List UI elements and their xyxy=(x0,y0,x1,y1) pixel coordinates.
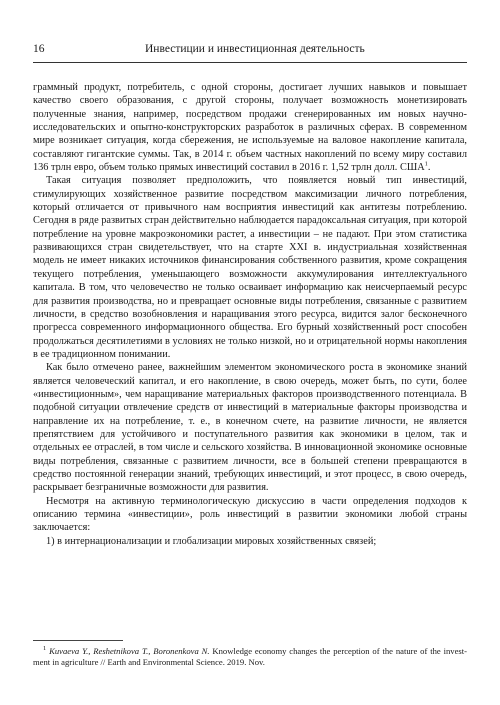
page-number: 16 xyxy=(33,43,45,55)
paragraph-4: Несмотря на активную терминологическую дискуссию в части определения подходов к описанию термина «инвестиции», роль инвестиций в развитии экономики любой страны заключается: xyxy=(33,495,467,534)
footnote-authors: Kuvaeva Y., Reshetnikova T., Boronenkova N. xyxy=(49,646,210,656)
paragraph-1: граммный продукт, потребитель, с одной стороны, достигает лучших навыков и повышает качество своего образования, с другой стороны, получает возможность монетизировать полученные знания, например, посредством продажи сгенерированных им новых научно-исследовательских и опытно-конструкторских разработок в различных сферах. В современном мире возникает ситуация, когда сбережения, не используемые на валовое накопление капитала, составляют гигантские суммы. Так, в 2014 г. объем частных накоплений по всему миру составил 136 трлн евро, объем только прямых инвестиций составил в 2016 г. 1,52 трлн долл. США$^1$. xyxy=(33,82,467,174)
header-rule xyxy=(33,62,467,63)
footnote xyxy=(33,646,467,668)
footnote-text: Knowledge economy changes the perception of the nature of the invest-ment in agriculture // Earth and Environmental Science. 2019. Nov. xyxy=(33,646,467,667)
footnote-marker: 1 xyxy=(43,645,47,653)
paragraph-3: Как было отмечено ранее, важнейшим элементом экономического роста в экономике знаний является человеческий капитал, и его накопление, в свою очередь, может быть, по сути, более «инвестиционным», чем наращивание материальных факторов производственного потенциала. В подобной ситуации отвлечение средств от инвестиций в материальные факторы производства и направление их на потребление, т. е., в конечном счете, на развитие личности, не является препятствием для устойчивого и поступательного развития как экономики в целом, так и отдельных ее отраслей, в том числе и сельского хозяйства. В инновационной экономике основные виды потребления, связанные с развитием личности, все в большей степени превращаются в средство постоянной генерации знаний, требующих инвестиций, и этот процесс, в свою очередь, раскрывает безграничные возможности для развития. xyxy=(33,362,467,494)
running-title: Инвестиции и инвестиционная деятельность xyxy=(145,43,365,55)
paragraph-2: Такая ситуация позволяет предположить, что появляется новый тип инвестиций, стимулирующих хозяйственное развитие посредством максимизации личного потребления, который отличается от привычного нам восприятия инвестиций как антитезы потреблению. Сегодня в ряде развитых стран действительно наблюдается парадоксальная ситуация, при которой потребление на уровне макроэкономики растет, а инвестиции – не падают. При этом статистика развивающихся стран свидетельствует, что на старте XXI в. индустриальная хозяйственная модель не имеет никаких источников финансирования собственного развития, кроме сокращения текущего потребления, уменьшающего возможности аккумулирования интеллектуального капитала. В том, что человечество не только осваивает информацию как неисчерпаемый ресурс для развития производства, но и превращает основные виды потребления, связанные с развитием личности, в средство возобновления и наращивания этого ресурса, видится залог бесконечного прогресса современного информационного общества. Его бурный хозяйственный рост способен продолжаться десятилетиями в условиях не только низкой, но и отрицательной нормы накопления в ее традиционном понимании. xyxy=(33,175,467,360)
body-text xyxy=(33,81,467,548)
footnote-rule xyxy=(33,640,123,641)
list-item: 1) в интернационализации и глобализации мировых хозяйственных связей; xyxy=(46,535,377,547)
page-header xyxy=(33,40,467,58)
footnote-reference[interactable]: 1 xyxy=(424,160,428,168)
paragraph-1-text: граммный продукт, потребитель, с одной стороны, достигает лучших навыков и повышает качество своего образования, с другой стороны, получает возможность монетизировать полученные знания, например, посредством продажи сгенерированных им новых научно-исследовательских и опытно-конструкторских разработок в различных сферах. В современном мире возникает ситуация, когда сбережения, не используемые на валовое накопление капитала, составляют гигантские суммы. Так, в 2014 г. объем частных накоплений по всему миру составил 136 трлн евро, объем только прямых инвестиций составил в 2016 г. 1,52 трлн долл. США xyxy=(33,82,467,174)
